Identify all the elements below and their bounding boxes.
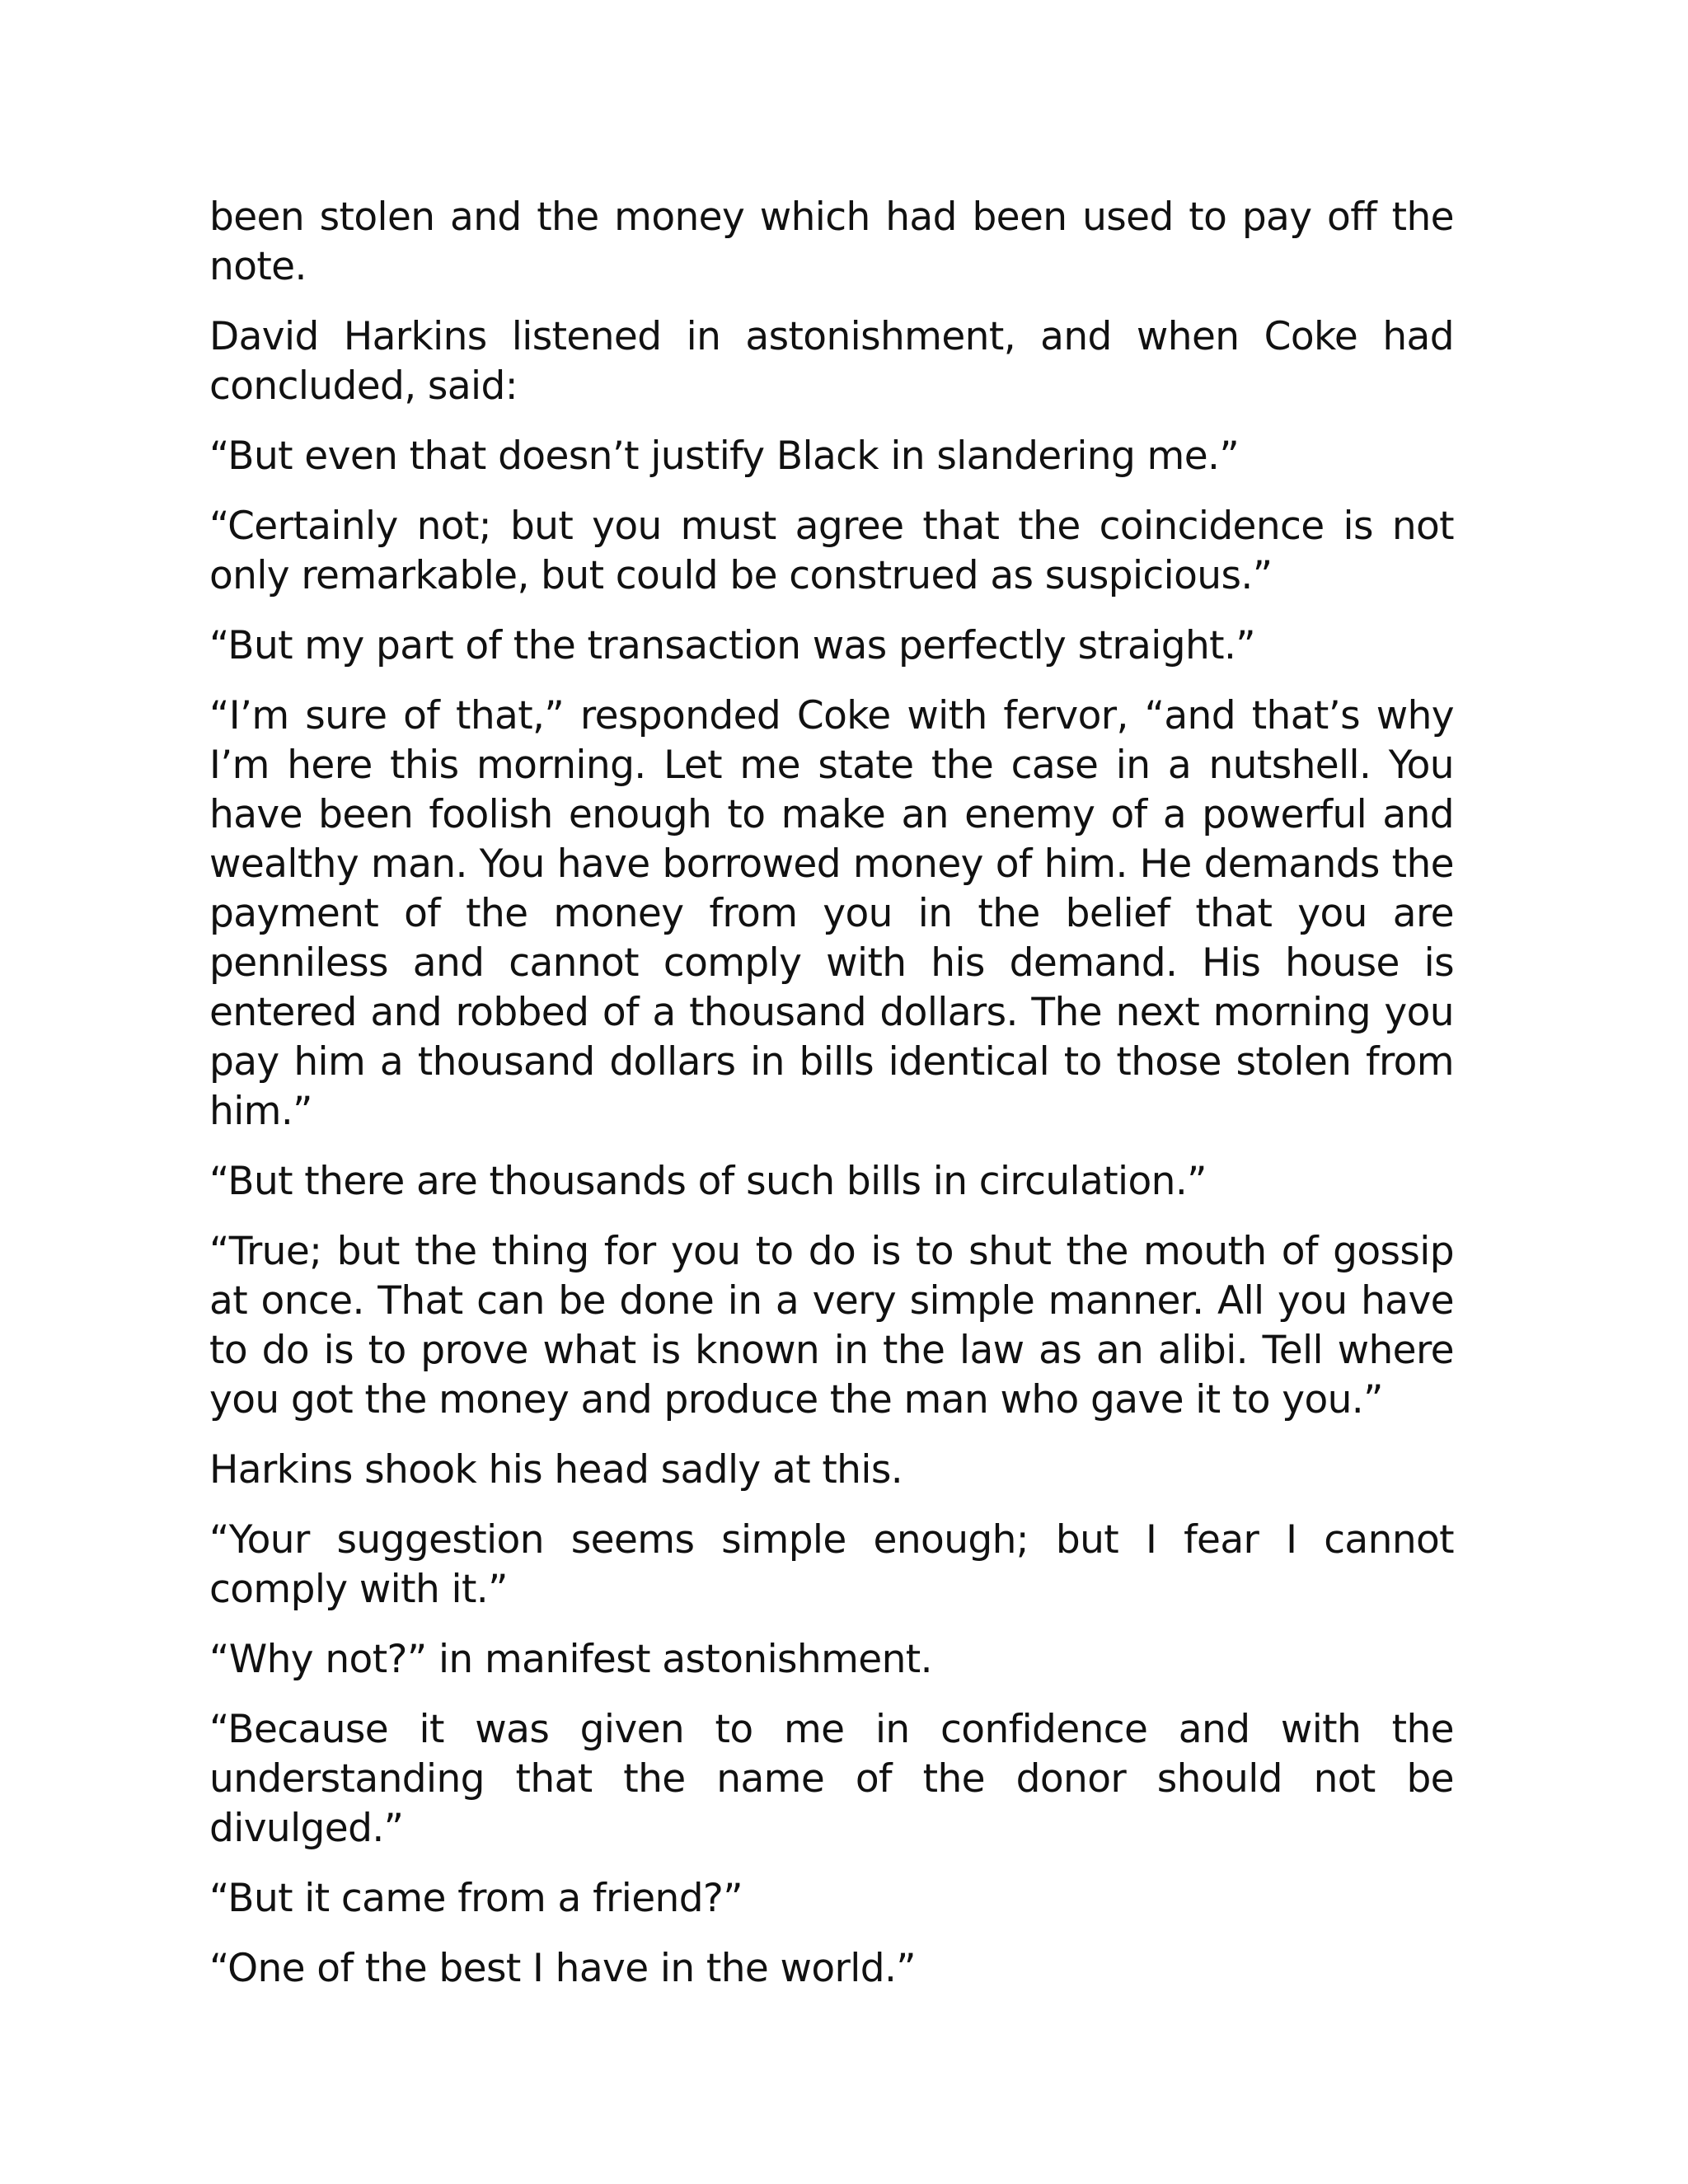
paragraph: Harkins shook his head sadly at this. [209,1447,903,1493]
paragraph: “True; but the thing for you to do is to shut the mouth of gossip at once. That can be done in a very simple manner. All you have to do is to prove what is known in the law as an alibi. Tell where you got the money and produce the man who gave it to you.” [209,1229,1454,1422]
paragraph: “Your suggestion seems simple enough; but I fear I cannot comply with it.” [209,1517,1454,1612]
paragraph: “But even that doesn’t justify Black in slandering me.” [209,434,1240,479]
paragraph: “Certainly not; but you must agree that the coincidence is not only remarkable, but could be construed as suspicious.” [209,504,1454,598]
paragraph: David Harkins listened in astonishment, and when Coke had concluded, said: [209,314,1454,409]
paragraph: “But it came from a friend?” [209,1876,743,1921]
paragraph: been stolen and the money which had been used to pay off the note. [209,194,1454,289]
body-text [209,193,1454,2014]
paragraph: “Because it was given to me in confidence and with the understanding that the name of the donor should not be divulged.” [209,1707,1454,1851]
paragraph: “But my part of the transaction was perfectly straight.” [209,623,1256,668]
paragraph: “I’m sure of that,” responded Coke with fervor, “and that’s why I’m here this morning. Let me state the case in a nutshell. You have been foolish enough to make an enemy of a powerful and wealthy man. You have borrowed money of him. He demands the payment of the money from you in the belief that you are penniless and cannot comply with his demand. His house is entered and robbed of a thousand dollars. The next morning you pay him a thousand dollars in bills identical to those stolen from him.” [209,693,1454,1134]
paragraph: “Why not?” in manifest astonishment. [209,1637,932,1682]
paragraph: “One of the best I have in the world.” [209,1946,917,1991]
paragraph: “But there are thousands of such bills in circulation.” [209,1159,1207,1204]
